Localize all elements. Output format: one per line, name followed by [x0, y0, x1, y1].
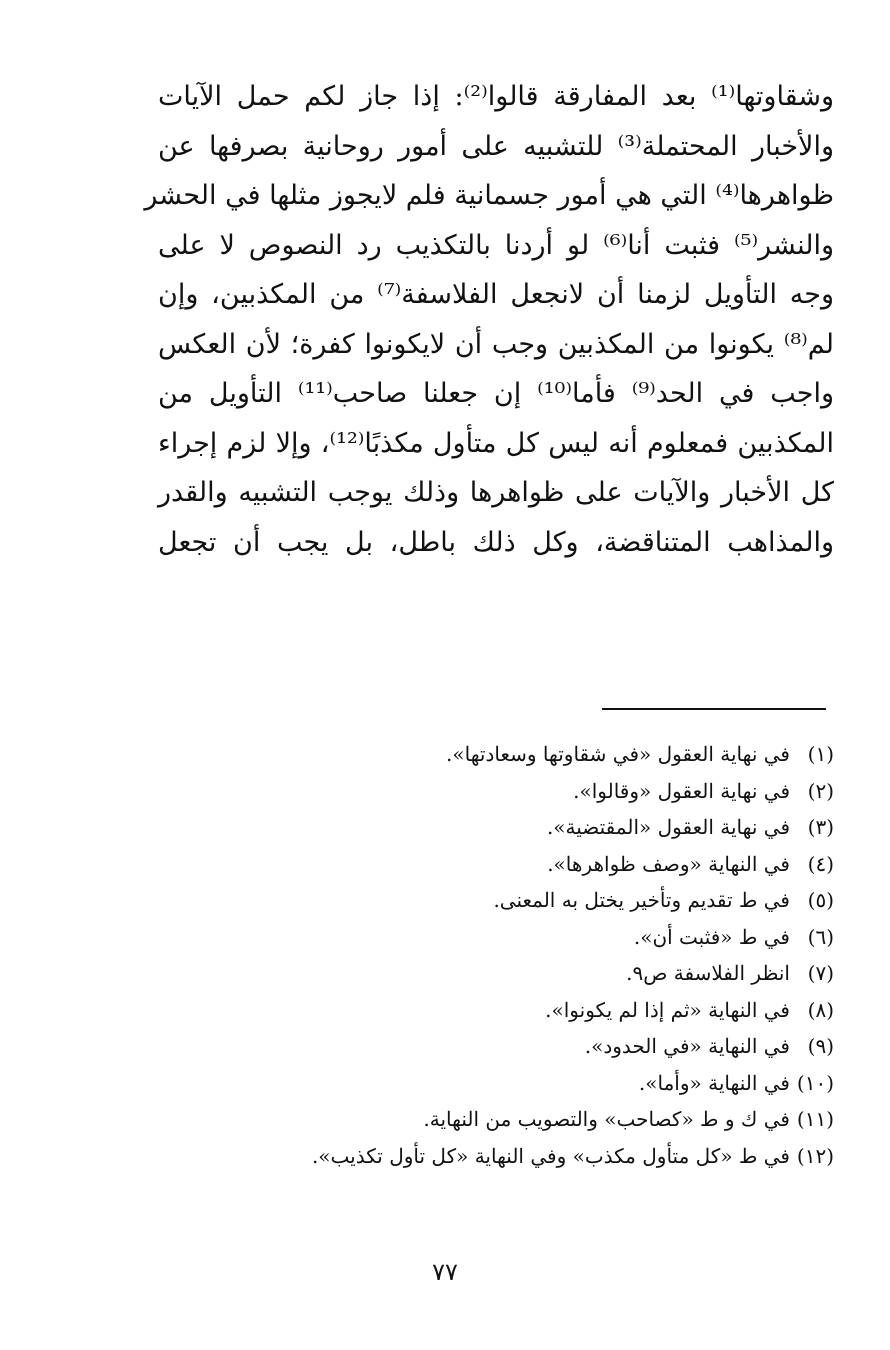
footnote-text: في النهاية «وصف ظواهرها». [547, 851, 790, 876]
footnote-number: (١٢) [796, 1143, 834, 1168]
footnote-number: (١٠) [796, 1070, 834, 1095]
text-line: المكذبين فمعلوم أنه ليس كل متأول مكذبًا⁽¹²⁾، وإلا لزم إجراء [158, 427, 834, 459]
footnote [274, 992, 834, 1029]
footnote-text: في النهاية «في الحدود». [584, 1034, 790, 1058]
text-line: والنشر⁽⁵⁾ فثبت أنا⁽⁶⁾ لو أردنا بالتكذيب رد النصوص لا على [158, 229, 834, 261]
footnote-text: في ك و ط «كصاحب» والتصويب من النهاية. [423, 1107, 790, 1131]
text-line: واجب في الحد⁽⁹⁾ فأما⁽¹⁰⁾ إن جعلنا صاحب⁽¹¹⁾ التأويل من [158, 378, 834, 409]
footnote-text: في نهاية العقول «في شقاوتها وسعادتها». [446, 742, 790, 766]
footnote-text: انظر الفلاسفة ص٩. [626, 961, 790, 985]
text-line: كل الأخبار والآيات على ظواهرها وذلك يوجب التشبيه والقدر [158, 477, 834, 508]
footnote-text: في ط تقديم وتأخير يختل به المعنى. [493, 888, 790, 912]
footnote-number: (٦) [807, 924, 834, 949]
footnote-number: (٨) [807, 997, 834, 1022]
footnote-number: (١١) [796, 1107, 834, 1131]
footnote [274, 955, 834, 992]
footnote-number: (٢) [807, 778, 834, 803]
page-number: ٧٧ [432, 1258, 458, 1286]
text-line: وجه التأويل لزمنا أن لانجعل الفلاسفة⁽⁷⁾ من المكذبين، وإن [158, 279, 834, 310]
text-line: لم⁽⁸⁾ يكونوا من المكذبين وجب أن لايكونوا كفرة؛ لأن العكس [158, 328, 834, 360]
footnote [274, 846, 834, 883]
footnote-text: في نهاية العقول «وقالوا». [573, 778, 790, 803]
footnotes-list [274, 736, 834, 1174]
footnote [274, 882, 834, 919]
footnote-number: (٤) [807, 851, 834, 876]
footnote [274, 1101, 834, 1138]
footnote [274, 1028, 834, 1065]
footnote [274, 736, 834, 773]
footnote-text: في النهاية «ثم إذا لم يكونوا». [545, 997, 790, 1022]
footnote-separator [602, 708, 826, 710]
footnote-text: في ط «فثبت أن». [633, 924, 790, 949]
footnote [274, 1065, 834, 1102]
footnote-text: في نهاية العقول «المقتضية». [546, 815, 790, 839]
text-line: ظواهرها⁽⁴⁾ التي هي أمور جسمانية فلم لايجوز مثلها في الحشر [144, 180, 834, 211]
text-line: وشقاوتها⁽¹⁾ بعد المفارقة قالوا⁽²⁾: إذا جاز لكم حمل الآيات [158, 81, 834, 112]
text-line: والمذاهب المتناقضة، وكل ذلك باطل، بل يجب أن تجعل [158, 526, 834, 558]
footnote [274, 773, 834, 810]
footnote [274, 919, 834, 956]
text-line: والأخبار المحتملة⁽³⁾ للتشبيه على أمور روحانية بصرفها عن [158, 130, 834, 162]
footnote-number: (١) [807, 742, 834, 766]
footnote-text: في ط «كل متأول مكذب» وفي النهاية «كل تأول تكذيب». [311, 1143, 790, 1168]
footnote [274, 1138, 834, 1175]
footnote-text: في النهاية «وأما». [638, 1070, 790, 1095]
footnote-number: (٧) [807, 961, 834, 985]
footnote [274, 809, 834, 846]
footnote-number: (٥) [807, 888, 834, 912]
footnote-number: (٩) [807, 1034, 834, 1058]
main-text-block [144, 72, 834, 567]
footnote-number: (٣) [807, 815, 834, 839]
